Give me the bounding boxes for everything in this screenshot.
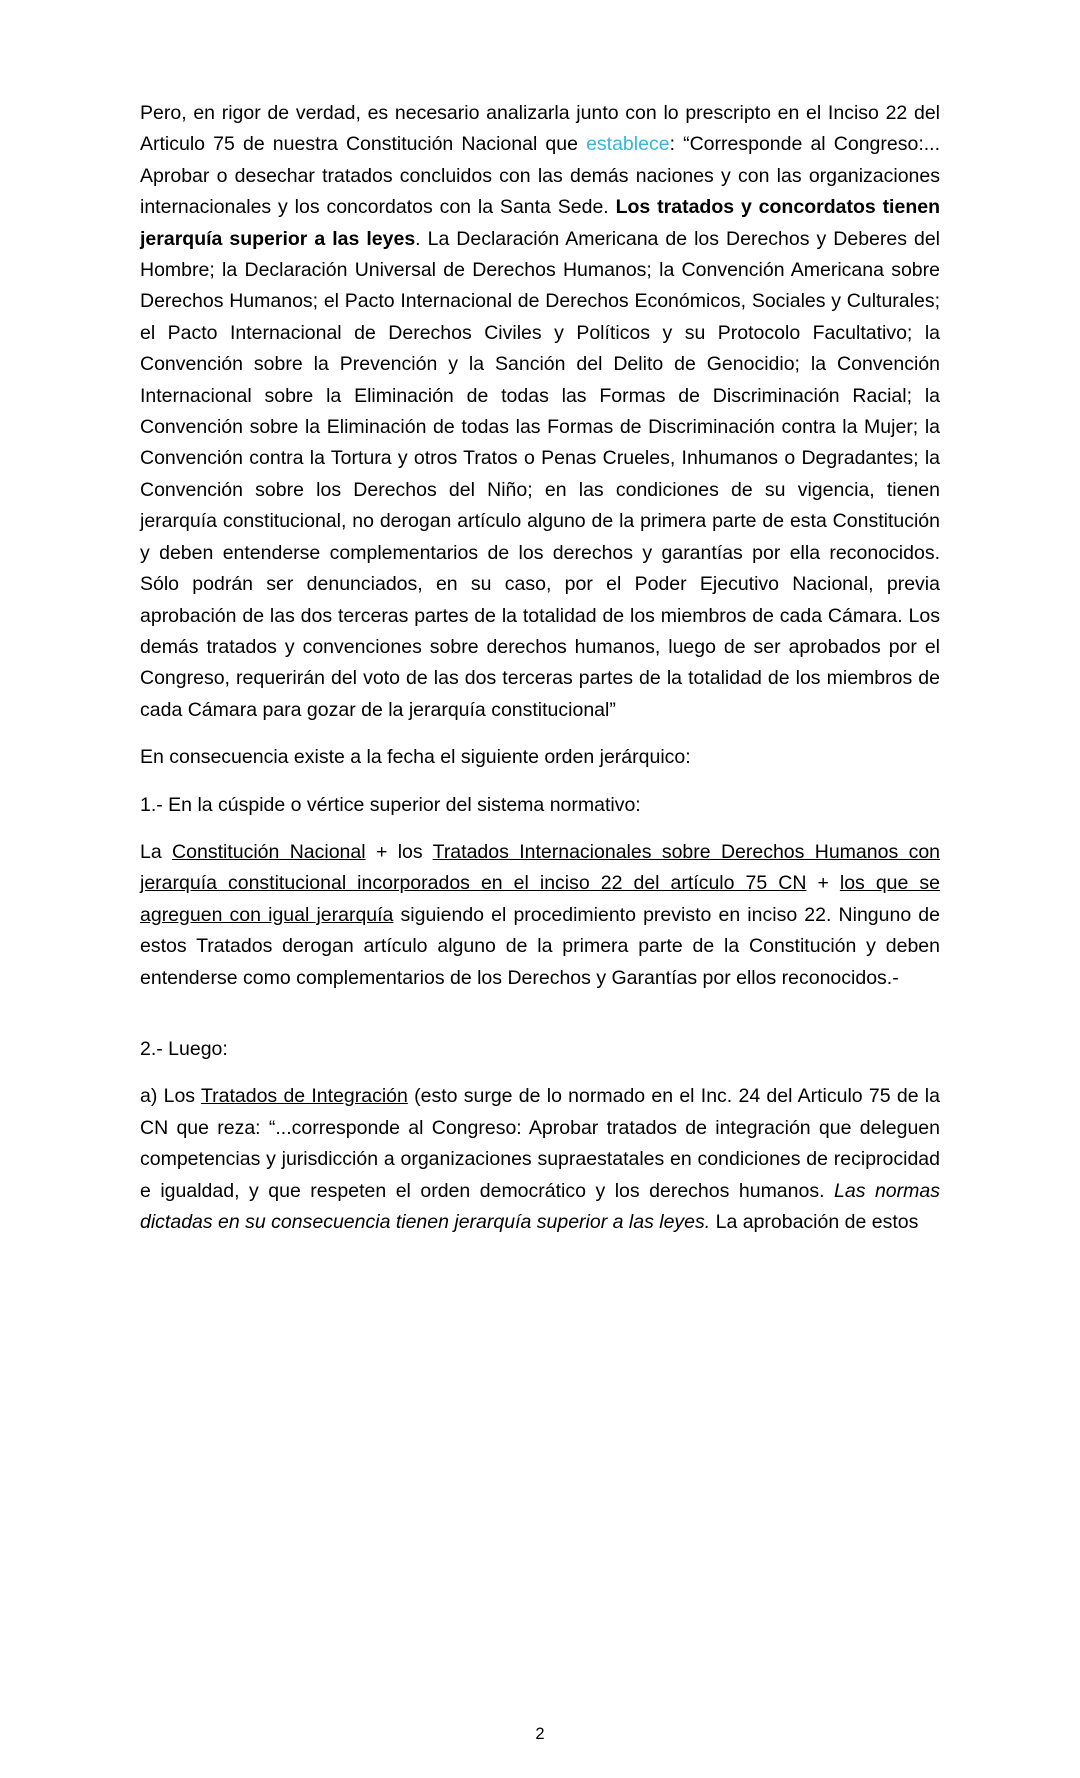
paragraph-orden-jerarquico [140, 837, 940, 994]
paragraph-item-1: 1.- En la cúspide o vértice superior del sistema normativo: [140, 793, 641, 816]
text-run: Pero, en rigor de verdad, es necesario analizarla junto con lo prescripto en el Inciso 22 del Articulo 75 de nuestra Constitución Nacional que [140, 102, 940, 156]
document-body [140, 98, 940, 1254]
paragraph-item-2: 2.- Luego: [140, 1037, 228, 1060]
paragraph-tratados-integracion [140, 1081, 940, 1238]
text-run: a) Los [140, 1085, 201, 1108]
underline-run: Constitución Nacional [172, 840, 366, 863]
text-run: : “Corresponde al Congreso:... Aprobar o desechar tratados concluidos con las demás naciones y con las organizaciones internacionales y los concordatos con la Santa Sede. [140, 133, 940, 219]
text-run: + [806, 872, 840, 895]
paragraph-article75-inciso22 [140, 98, 940, 726]
text-run: . La Declaración Americana de los Derechos y Deberes del Hombre; la Declaración Universal de Derechos Humanos; la Convención Americana sobre Derechos Humanos; el Pacto Internacional de Derechos Económicos, Sociales y Culturales; el Pacto Internacional de Derechos Civiles y Políticos y su Protocolo Facultativo; la Convención sobre la Prevención y la Sanción del Delito de Genocidio; la Convención Internacional sobre la Eliminación de todas las Formas de Discriminación Racial; la Convención sobre la Eliminación de todas las Formas de Discriminación contra la Mujer; la Convención contra la Tortura y otros Tratos o Penas Crueles, Inhumanos o Degradantes; la Convención sobre los Derechos del Niño; en las condiciones de su vigencia, tienen jerarquía constitucional, no derogan artículo alguno de la primera parte de esta Constitución y deben entenderse complementarios de los derechos y garantías por ella reconocidos. Sólo podrán ser denunciados, en su caso, por el Poder Ejecutivo Nacional, previa aprobación de las dos terceras partes de la totalidad de los miembros de cada Cámara. Los demás tratados y convenciones sobre derechos humanos, luego de ser aprobados por el Congreso, requerirán del voto de las dos terceras partes de la totalidad de los miembros de cada Cámara para gozar de la jerarquía constitucional” [140, 227, 940, 721]
page-number: 2 [535, 1725, 545, 1743]
text-run: + los [365, 840, 433, 863]
underline-run: Tratados de Integración [200, 1085, 408, 1108]
text-run: (esto surge de lo normado en el Inc. 24 del Articulo 75 de la CN que reza: “...corresponde al Congreso: Aprobar tratados de integración que deleguen competencias y jurisdicción a organizaciones supraestatales en condiciones de reciprocidad e igualdad, y que respeten el orden democrático y los derechos humanos. [140, 1085, 940, 1202]
page-footer [0, 1725, 1080, 1744]
paragraph-consecuencia: En consecuencia existe a la fecha el siguiente orden jerárquico: [140, 746, 691, 769]
underline-run: los que se agreguen con igual jerarquía [140, 872, 940, 926]
establece-hyperlink[interactable]: establece [586, 133, 670, 156]
text-run: siguiendo el procedimiento previsto en inciso 22. Ninguno de estos Tratados derogan artículo alguno de la primera parte de la Constitución y deben entenderse como complementarios de los Derechos y Garantías por ellos reconocidos.- [140, 903, 940, 989]
bold-run: Los tratados y concordatos tienen jerarquía superior a las leyes [140, 196, 940, 250]
italic-run: Las normas dictadas en su consecuencia tienen jerarquía superior a las leyes. [140, 1179, 940, 1233]
underline-run: Tratados Internacionales sobre Derechos Humanos con jerarquía constitucional incorporados en el inciso 22 del artículo 75 CN [140, 840, 941, 895]
text-run: La [140, 840, 173, 863]
text-run: La aprobación de estos [710, 1211, 919, 1233]
